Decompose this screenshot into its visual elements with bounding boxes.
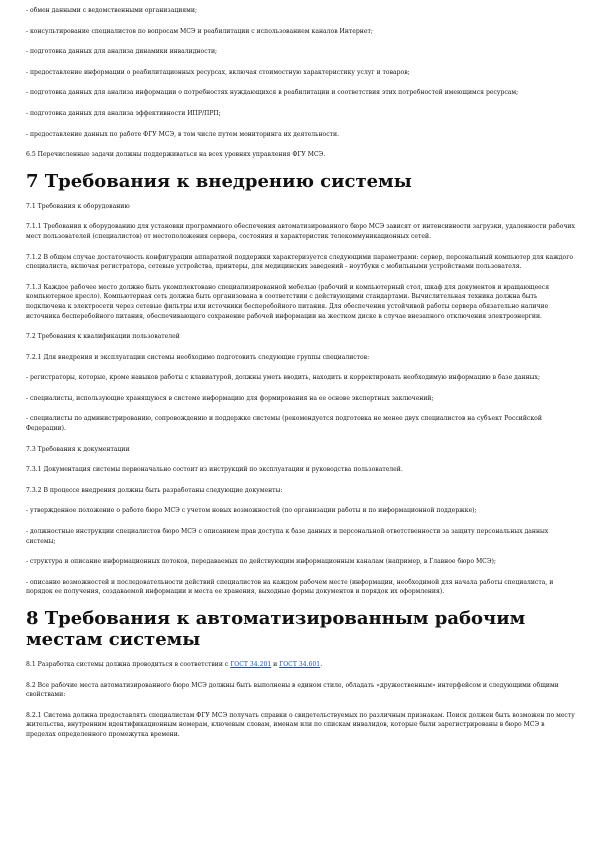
list-item: - предоставление данных по работе ФГУ МСЭ, в том числе путем мониторинга их деятельности. [26,130,340,138]
section-8-heading: 8 Требования к автоматизированным рабочим местам системы [26,608,526,650]
list-item: - утвержденное положение о работе бюро МСЭ с учетом новых возможностей (по организации работы и по информационной поддержке); [26,507,477,515]
list-item: - предоставление информации о реабилитационных ресурсах, включая стоимостную характеристику услуг и товаров; [26,68,410,76]
list-item: - подготовка данных для анализа эффективности ИПР/ПРП; [26,109,221,117]
list-item: - структура и описание информационных потоков, передаваемых по действующим информационным каналам (например, в Главное бюро МСЭ); [26,558,496,566]
paragraph-7-1-3: 7.1.3 Каждое рабочее место должно быть укомплектовано специализированной мебелью (рабочий и компьютерный стол, шкаф для документов и вращающееся компьютерное кресло). Компьютерная сеть должна быть организована в соответствии с действующими стандартами. Вычислительная техника должна быть подключена к электросети через сетевые фильтры или источники бесперебойного питания. Для обеспечения устойчивой работы сервера обязательно наличие источника бесперебойного питания, обеспечивающего сохранение рабочей информации на жестком диске в случае внезапного отключения электроэнергии. [26,283,550,320]
list-item: - специалисты по администрированию, сопровождению и поддержке системы (рекомендуется подготовка не менее двух специалистов на субъект Российской Федерации). [26,415,542,433]
gost-34-201-link[interactable]: ГОСТ 34.201 [230,661,272,668]
paragraph-8-2: 8.2 Все рабочие места автоматизированного бюро МСЭ должны быть выполнены в едином стиле, обладать «дружественным» интерфейсом и следующими общими свойствами: [26,681,559,699]
top-bullet-list [26,6,576,139]
list-item: - подготовка данных для анализа информации о потребностях нуждающихся в реабилитации и соответствия этих потребностей имеющимся ресурсам; [26,89,519,97]
paragraph-7-3-2: 7.3.2 В процессе внедрения должны быть разработаны следующие документы: [26,486,283,494]
list-item: - подготовка данных для анализа динамики инвалидности; [26,48,218,56]
subheading-7-2: 7.2 Требования к квалификации пользователей [26,333,180,341]
document-page [26,6,576,751]
paragraph-7-2-1: 7.2.1 Для внедрения и эксплуатации системы необходимо подготовить следующие группы специалистов: [26,353,370,361]
subheading-7-1: 7.1 Требования к оборудованию [26,202,130,210]
subheading-7-3: 7.3 Требования к документации [26,445,130,453]
paragraph-7-1-2: 7.1.2 В общем случае достаточность конфигурации аппаратной поддержки характеризуется следующими параметрами: сервер, персональный компьютер для каждого специалиста, включая регистратора, сетевые устройства, принтеры, для медицинских заведений - ноутбуки с мобильными устройствами пользователя. [26,253,574,271]
list-item: - специалисты, использующие хранящуюся в системе информацию для формирования на ее основе экспертных заключений; [26,394,434,402]
text: 8.1 Разработка системы должна проводиться в соответствии с [26,661,231,668]
paragraph-6-5: 6.5 Перечисленные задачи должны поддерживаться на всех уровнях управления ФГУ МСЭ. [26,151,326,159]
paragraph-7-1-1: 7.1.1 Требования к оборудованию для установки программного обеспечения автоматизированного бюро МСЭ зависят от интенсивности загрузки, удаленности рабочих мест пользователей (специалистов) от местоположения сервера, состояния и характеристик телекоммуникационных сетей. [26,223,575,240]
list-item: - описание возможностей и последовательности действий специалистов на каждом рабочем месте (информации, необходимой для начала работы специалиста, и порядок ее получения, создаваемой информации и места ее хранения, выходные формы документов и порядок их оформления). [26,578,554,596]
gost-34-601-link[interactable]: ГОСТ 34.601 [279,661,321,668]
list-item: - обмен данными с ведомственными организациями; [26,7,198,14]
paragraph-8-2-1: 8.2.1 Система должна предоставлять специалистам ФГУ МСЭ получать справки о свидетельствуемых по различным признакам. Поиск должен быть возможен по месту жительства, внутренним идентификационным номерам, ключевым словам, именам или по спискам инвалидов, которые были зарегистрированы в бюро МСЭ в пределах определенного промежутка времени. [26,711,575,738]
list-item: - регистраторы, которые, кроме навыков работы с клавиатурой, должны уметь вводить, находить и корректировать необходимую информацию в базе данных; [26,374,541,382]
text: . [320,661,323,668]
paragraph-8-1 [26,660,576,670]
paragraph-7-3-1: 7.3.1 Документация системы первоначально состоит из инструкций по эксплуатации и руководства пользователей. [26,466,403,474]
list-item: - должностные инструкции специалистов бюро МСЭ с описанием прав доступа к базе данных и персональной ответственности за защиту персональных данных системы; [26,528,549,545]
section-7-heading: 7 Требования к внедрению системы [26,170,412,192]
text: и [271,661,280,668]
list-item: - консультирование специалистов по вопросам МСЭ и реабилитации с использованием каналов Интернет; [26,27,373,35]
